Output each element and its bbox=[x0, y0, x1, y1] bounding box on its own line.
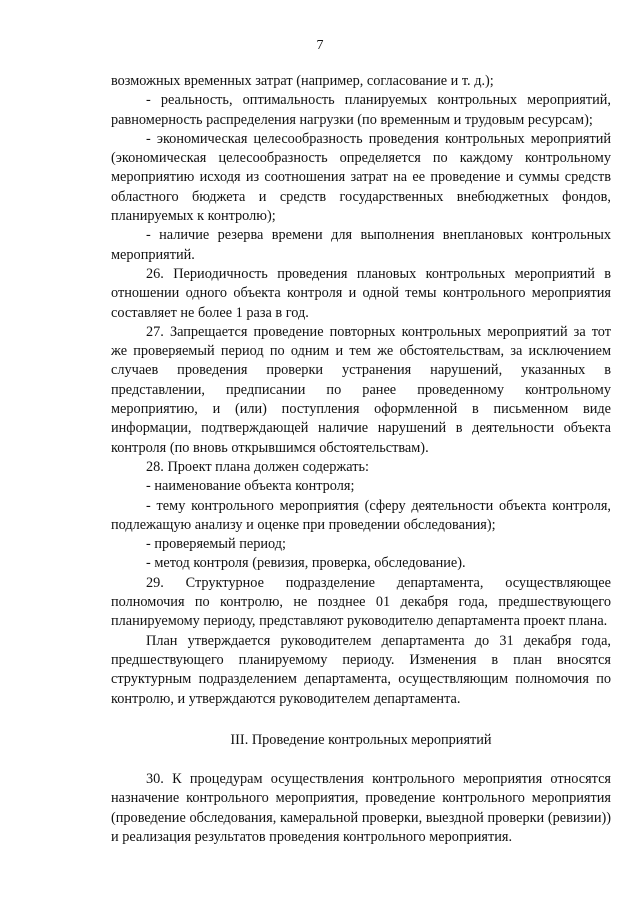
section-heading: III. Проведение контрольных мероприятий bbox=[230, 731, 492, 748]
list-item-period: - проверяемый период; bbox=[146, 536, 287, 553]
list-item-economic-feasibility: - экономическая целесообразность проведения контрольных мероприятий (экономическая целесообразность определяется по каждому контрольному мероприятию исходя из соотношения затрат на ее проведение и суммы средств областного бюджета и средств государственных внебюджетных фондов, планируемых к контролю); bbox=[111, 130, 611, 225]
clause-27: 27. Запрещается проведение повторных контрольных мероприятий за тот же проверяемый период по одним и тем же обстоятельствам, за исключением случаев проведения проверки устранения нарушений, указанных в представлении, предписании по ранее проведенному контрольному мероприятию, и (или) поступления оформленной в письменном виде информации, подтверждающей наличие нарушений в деятельности объекта контроля (по вновь открывшимся обстоятельствам). bbox=[111, 323, 611, 456]
plan-approval-paragraph: План утверждается руководителем департамента до 31 декабря года, предшествующего планируемому периоду. Изменения в план вносятся структурным подразделением департамента, осуществляющим полномочия по контролю, и утверждаются руководителем департамента. bbox=[111, 632, 611, 707]
list-item-realism: - реальность, оптимальность планируемых контрольных мероприятий, равномерность распределения нагрузки (по временным и трудовым ресурсам); bbox=[111, 92, 611, 128]
clause-26: 26. Периодичность проведения плановых контрольных мероприятий в отношении одного объекта контроля и одной темы контрольного мероприятия составляет не более 1 раза в год. bbox=[111, 265, 611, 321]
clause-29: 29. Структурное подразделение департамента, осуществляющее полномочия по контролю, не позднее 01 декабря года, предшествующего планируемому периоду, представляют руководителю департамента проект плана. bbox=[111, 574, 611, 630]
document-body bbox=[111, 72, 611, 847]
page-number: 7 bbox=[316, 38, 324, 53]
list-item-method: - метод контроля (ревизия, проверка, обследование). bbox=[146, 555, 466, 572]
paragraph-continuation: возможных временных затрат (например, согласование и т. д.); bbox=[111, 73, 494, 89]
list-item-object-name: - наименование объекта контроля; bbox=[146, 478, 355, 495]
clause-30: 30. К процедурам осуществления контрольного мероприятия относятся назначение контрольного мероприятия, проведение контрольного мероприятия (проведение обследования, камеральной проверки, выездной проверки (ревизии)) и реализация результатов проведения контрольного мероприятия. bbox=[111, 771, 611, 845]
clause-28: 28. Проект плана должен содержать: bbox=[146, 458, 369, 475]
list-item-time-reserve: - наличие резерва времени для выполнения внеплановых контрольных мероприятий. bbox=[111, 227, 611, 263]
list-item-topic: - тему контрольного мероприятия (сферу деятельности объекта контроля, подлежащую анализу и оценке при проведении обследования); bbox=[111, 497, 611, 533]
